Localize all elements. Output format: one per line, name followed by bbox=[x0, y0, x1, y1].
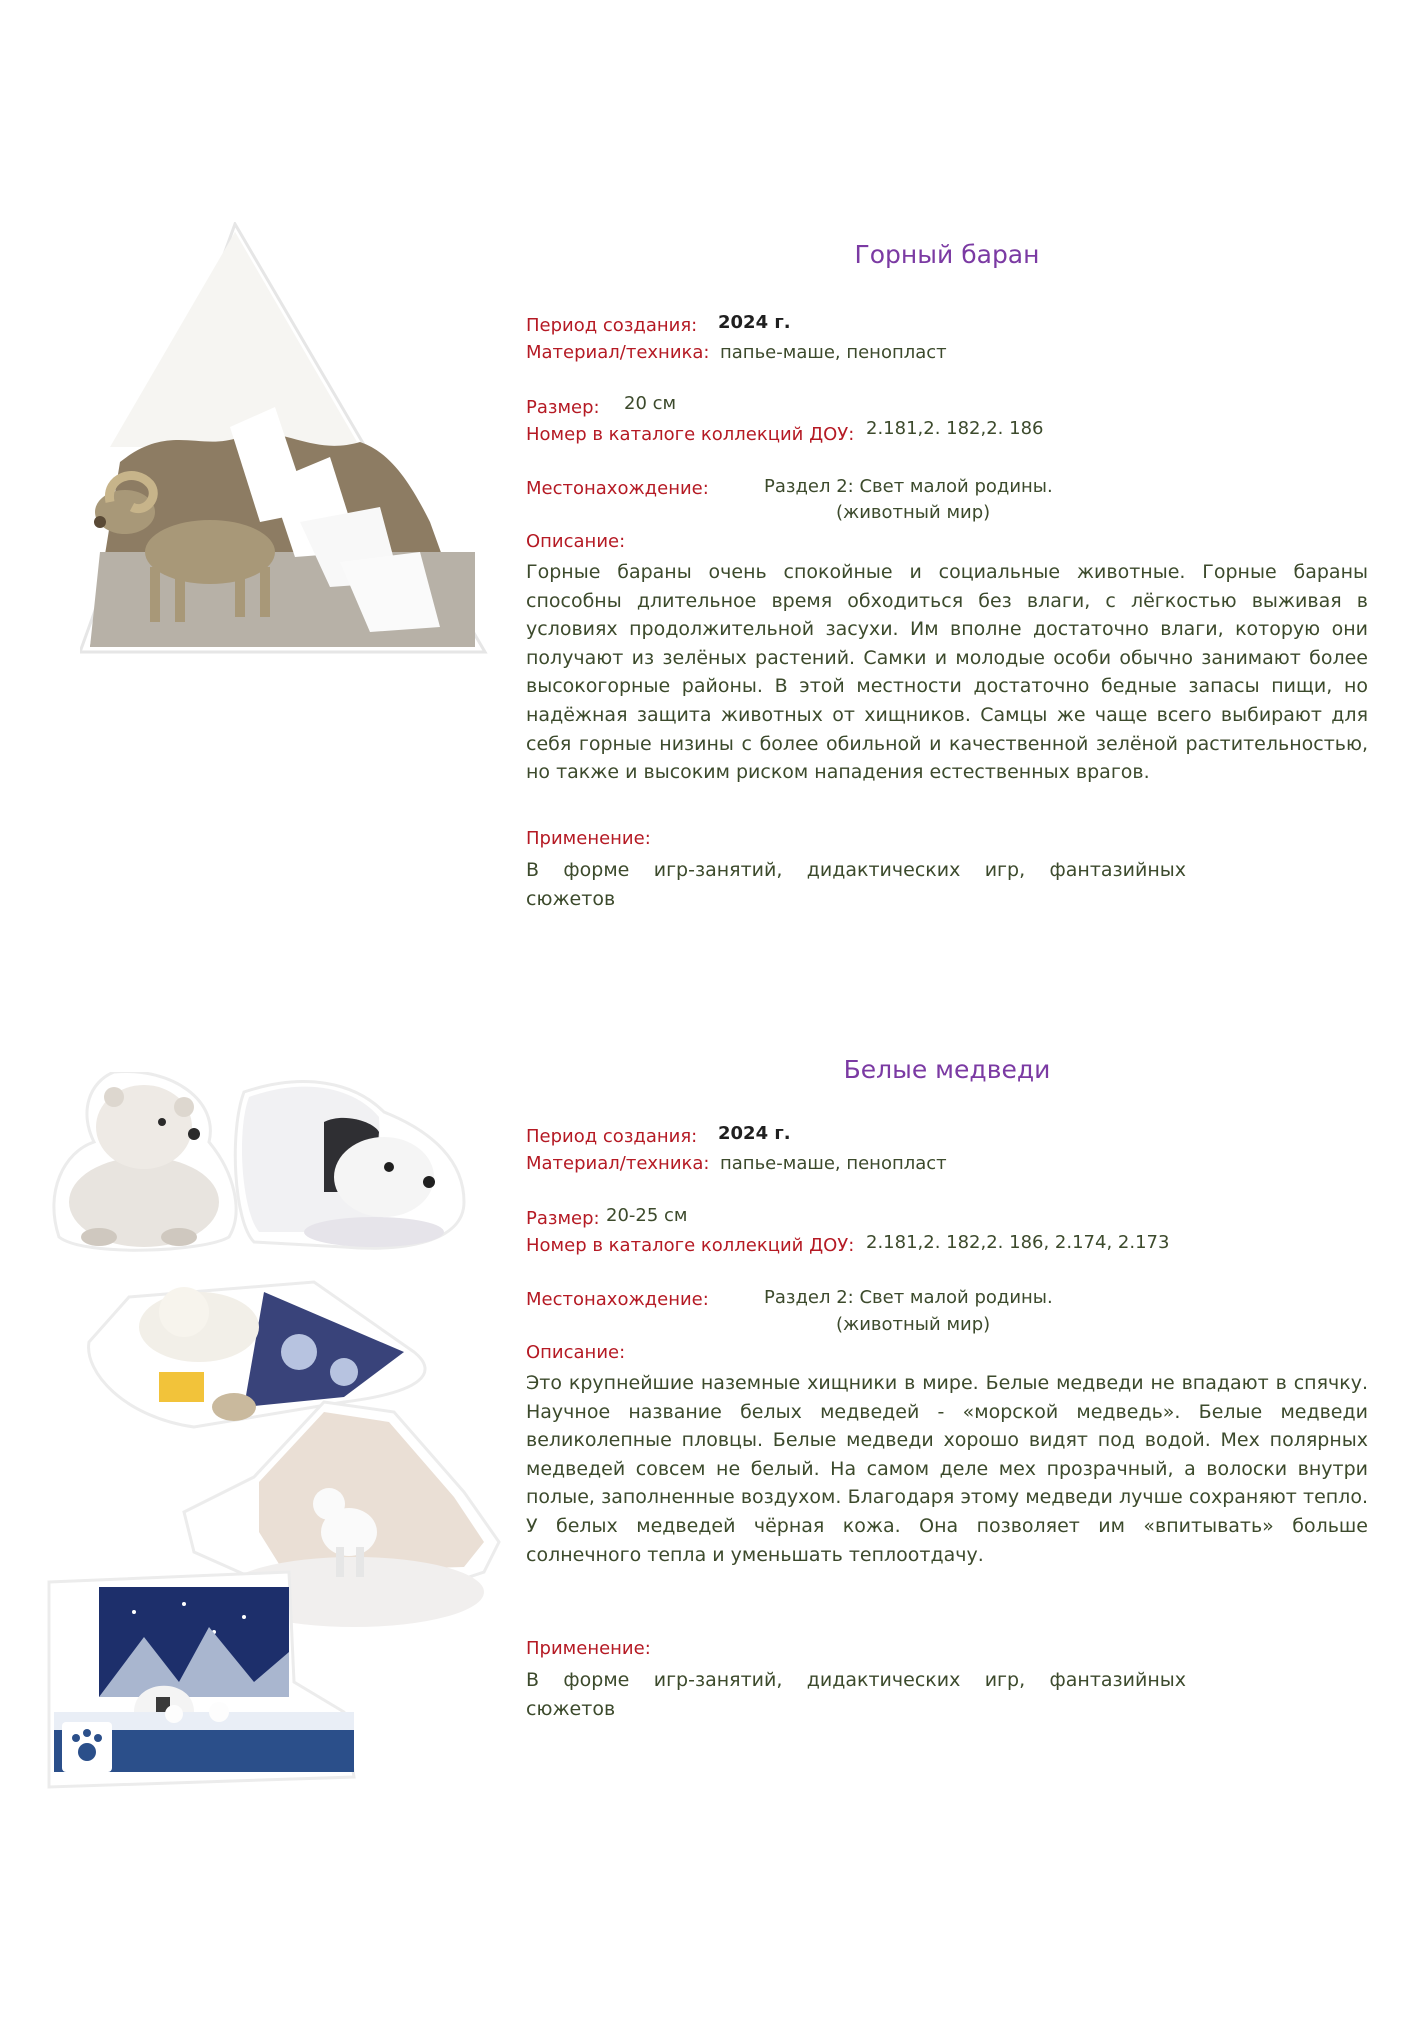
usage-label: Применение: bbox=[526, 828, 651, 849]
location-line1: Раздел 2: Свет малой родины. bbox=[764, 476, 1053, 497]
description-label: Описание: bbox=[526, 1342, 626, 1363]
catalog-value: 2.181,2. 182,2. 186, 2.174, 2.173 bbox=[866, 1232, 1170, 1253]
location-label: Местонахождение: bbox=[526, 1289, 709, 1310]
description-label: Описание: bbox=[526, 531, 626, 552]
size-label: Размер: bbox=[526, 1208, 600, 1229]
usage-text: В форме игр-занятий, дидактических игр, фантазийных сюжетов bbox=[526, 1669, 1186, 1720]
catalog-label: Номер в каталоге коллекций ДОУ: bbox=[526, 1235, 855, 1256]
period-value: 2024 г. bbox=[718, 1123, 791, 1144]
location-line2: (животный мир) bbox=[836, 1314, 991, 1335]
exhibit-title: Белые медведи bbox=[843, 1055, 1051, 1084]
exhibit-title: Горный баран bbox=[854, 240, 1040, 269]
size-value: 20 см bbox=[624, 393, 677, 414]
exhibit-card-polar-bears bbox=[526, 0, 1368, 1760]
period-value: 2024 г. bbox=[718, 312, 791, 333]
period-label: Период создания: bbox=[526, 315, 698, 336]
mountain-ram-photo bbox=[80, 222, 492, 657]
period-label: Период создания: bbox=[526, 1126, 698, 1147]
catalog-value: 2.181,2. 182,2. 186 bbox=[866, 418, 1044, 439]
location-line2: (животный мир) bbox=[836, 502, 991, 523]
location-label: Местонахождение: bbox=[526, 478, 709, 499]
location-line1: Раздел 2: Свет малой родины. bbox=[764, 1287, 1053, 1308]
usage-label: Применение: bbox=[526, 1638, 651, 1659]
material-label: Материал/техника: bbox=[526, 342, 710, 363]
size-value: 20-25 см bbox=[606, 1205, 688, 1226]
polar-bears-photo bbox=[44, 1072, 534, 1802]
material-label: Материал/техника: bbox=[526, 1153, 710, 1174]
material-value: папье-маше, пенопласт bbox=[720, 342, 947, 363]
material-value: папье-маше, пенопласт bbox=[720, 1153, 947, 1174]
catalog-label: Номер в каталоге коллекций ДОУ: bbox=[526, 424, 855, 445]
description-text: Горные бараны очень спокойные и социальные животные. Горные бараны способны длительное время обходиться без влаги, с лёгкостью выживая в условиях продолжительной засухи. Им вполне достаточно влаги, которую они получают из зелёных растений. Самки и молодые особи обычно занимают более высокогорные районы. В этой местности достаточно бедные запасы пищи, но надёжная защита животных от хищников. Самцы же чаще всего выбирают для себя горные низины с более обильной и качественной зелёной растительностью, но также и высоким риском нападения естественных врагов. bbox=[526, 561, 1368, 784]
usage-text: В форме игр-занятий, дидактических игр, фантазийных сюжетов bbox=[526, 859, 1186, 910]
description-text: Это крупнейшие наземные хищники в мире. Белые медведи не впадают в спячку. Научное название белых медведей - «морской медведь». Белые медведи великолепные пловцы. Белые медведи хорошо видят под водой. Мех полярных медведей совсем не белый. На самом деле мех прозрачный, а волоски внутри полые, заполненные воздухом. Благодаря этому медведи лучше сохраняют тепло. У белых медведей чёрная кожа. Она позволяет им «впитывать» больше солнечного тепла и уменьшать теплоотдачу. bbox=[526, 1372, 1368, 1566]
size-label: Размер: bbox=[526, 397, 600, 418]
